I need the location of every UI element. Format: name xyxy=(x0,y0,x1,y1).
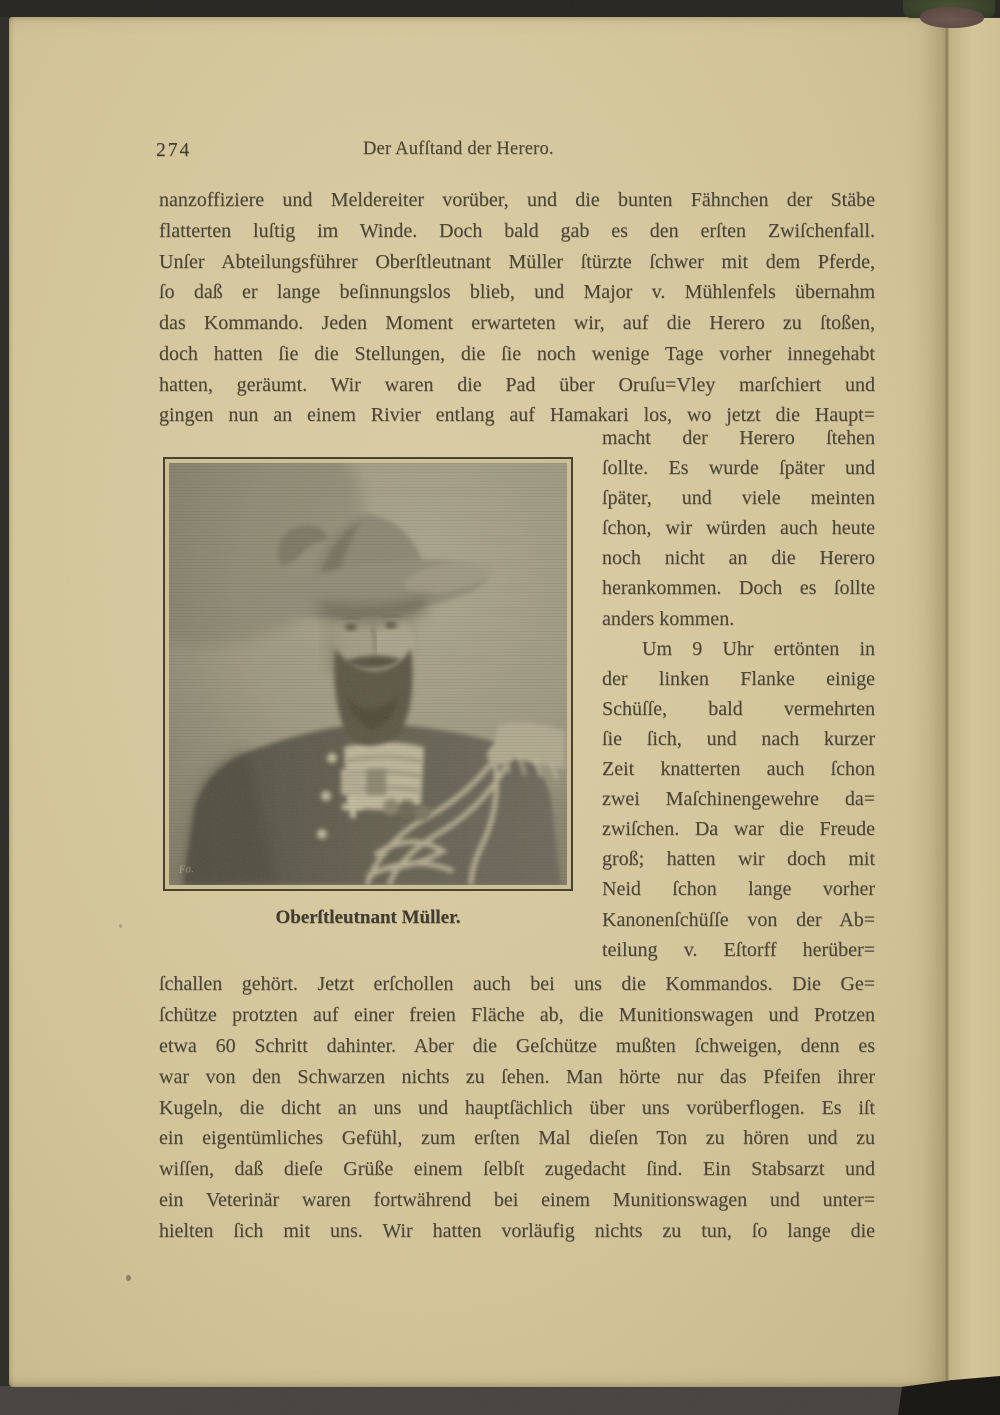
photo-caption: Oberſtleutnant Müller. xyxy=(275,907,461,928)
page-number: 274 xyxy=(156,140,192,161)
body-line: flatterten luſtig im Winde. Doch bald gab es den erſten Zwiſchenfall. xyxy=(159,219,875,242)
facing-page-edge xyxy=(950,18,1000,1380)
body-line: Um 9 Uhr ertönten in xyxy=(642,637,875,660)
portrait-photo-mueller xyxy=(163,457,573,891)
body-line: nanzoffiziere und Meldereiter vorüber, und die bunten Fähnchen der Stäbe xyxy=(159,189,875,211)
scanner-background-bottom xyxy=(0,1386,1000,1415)
body-line: zwei Maſchinengewehre da= xyxy=(602,788,875,811)
body-line: doch hatten ſie die Stellungen, die ſie noch wenige Tage vorher innegehabt xyxy=(159,342,875,365)
body-line: gingen nun an einem Rivier entlang auf Hamakari los, wo jetzt die Haupt= xyxy=(159,404,875,427)
paragraph-top xyxy=(159,185,875,431)
body-line: hielten ſich mit uns. Wir hatten vorläufig nichts zu tun, ſo lange die xyxy=(159,1220,875,1243)
body-line: ſo daß er lange beſinnungslos blieb, und Major v. Mühlenfels übernahm xyxy=(159,281,875,304)
body-line: ein Veterinär waren fortwährend bei einem Munitionswagen und unter= xyxy=(159,1189,875,1212)
body-line: ſchon, wir würden auch heute xyxy=(602,517,875,540)
body-line: ein eigentümliches Gefühl, zum erſten Mal dieſen Ton zu hören und zu xyxy=(159,1127,875,1150)
body-line: groß; hatten wir doch mit xyxy=(602,848,875,871)
body-line: war von den Schwarzen nichts zu ſehen. Man hörte nur das Pfeifen ihrer xyxy=(159,1065,875,1088)
book-spine-detail xyxy=(920,7,984,28)
dust-speck xyxy=(126,1275,131,1281)
body-line: Unſer Abteilungsführer Oberſtleutnant Müller ſtürzte ſchwer mit dem Pferde, xyxy=(159,250,875,273)
body-line: Kugeln, die dicht an uns und hauptſächlich über uns vorüberflogen. Es iſt xyxy=(159,1096,875,1119)
body-line: zwiſchen. Da war die Freude xyxy=(602,818,875,841)
body-line: ſollte. Es wurde ſpäter und xyxy=(602,457,875,480)
scanner-background-top xyxy=(0,0,1000,17)
running-header: Der Aufſtand der Herero. xyxy=(363,139,554,159)
body-line: wiſſen, daß dieſe Grüße einem ſelbſt zugedacht ſind. Ein Stabsarzt und xyxy=(159,1158,875,1181)
body-line: macht der Herero ſtehen xyxy=(602,427,875,449)
body-line: herankommen. Doch es ſollte xyxy=(602,577,875,600)
body-line: noch nicht an die Herero xyxy=(602,547,875,570)
body-line: ſchütze protzten auf einer freien Fläche ab, die Munitionswagen und Protzen xyxy=(159,1003,875,1026)
body-line: ſchallen gehört. Jetzt erſchollen auch bei uns die Kommandos. Die Ge= xyxy=(159,973,875,995)
body-line: teilung v. Eſtorff herüber= xyxy=(602,938,875,961)
dust-speck xyxy=(119,924,122,928)
body-line: ſie ſich, und nach kurzer xyxy=(602,727,875,750)
body-line: das Kommando. Jeden Moment erwarteten wir, auf die Herero zu ſtoßen, xyxy=(159,312,875,334)
text-column-right-of-photo xyxy=(602,423,875,965)
body-line: Kanonenſchüſſe von der Ab= xyxy=(602,908,875,931)
body-line: anders kommen. xyxy=(602,607,735,630)
body-line: ſpäter, und viele meinten xyxy=(602,487,875,510)
body-line: Zeit knatterten auch ſchon xyxy=(602,758,875,781)
body-line: etwa 60 Schritt dahinter. Aber die Geſchütze mußten ſchweigen, denn es xyxy=(159,1034,875,1057)
paragraph-bottom xyxy=(159,969,875,1247)
body-line: Neid ſchon lange vorher xyxy=(602,878,875,901)
body-line: der linken Flanke einige xyxy=(602,667,875,690)
body-line: Schüſſe, bald vermehrten xyxy=(602,697,875,720)
body-line: hatten, geräumt. Wir waren die Pad über Oruſu=Vley marſchiert und xyxy=(159,373,875,396)
halftone-portrait-image xyxy=(169,463,567,885)
